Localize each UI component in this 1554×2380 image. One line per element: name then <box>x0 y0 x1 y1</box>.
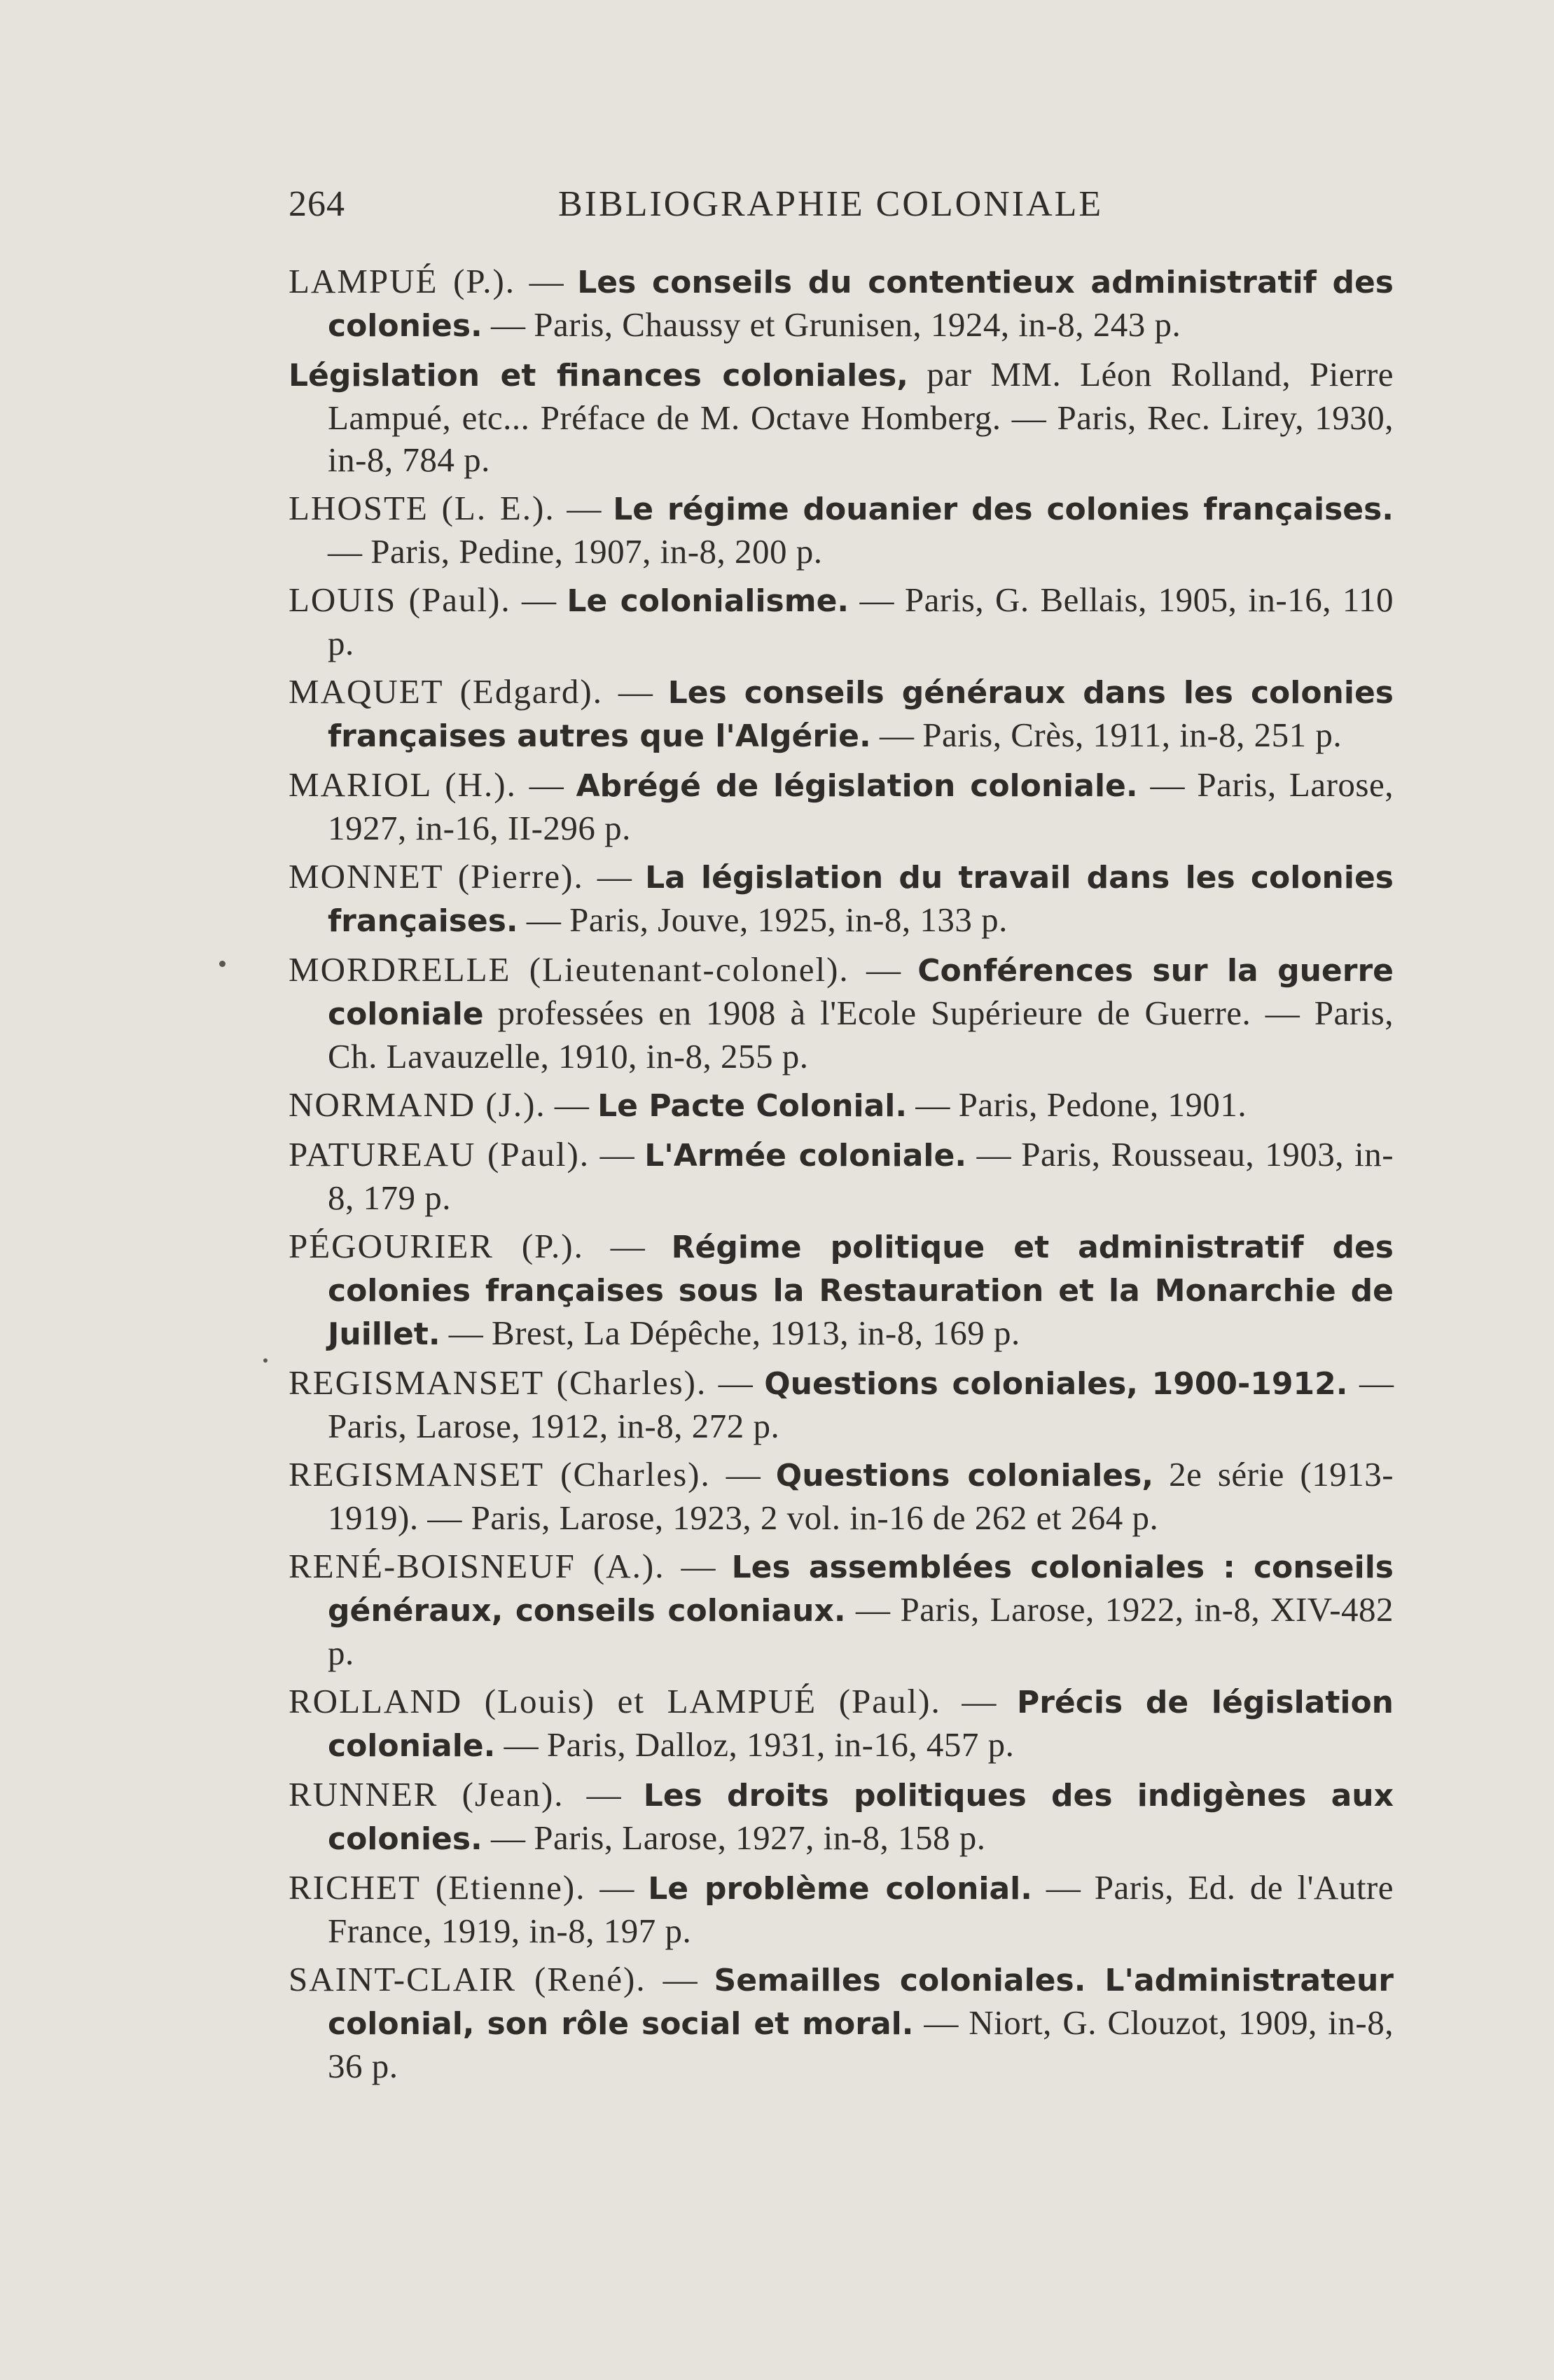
entry-author: LOUIS (Paul). <box>289 580 511 619</box>
entry-publication: Paris, Jouve, 1925, in-8, 133 p. <box>569 900 1008 939</box>
bibliography-entry: PATUREAU (Paul). — L'Armée coloniale. — Paris, Rousseau, 1903, in-8, 179 p. <box>289 1135 1394 1217</box>
entry-title: Le colonialisme. <box>567 583 849 619</box>
entry-publication: Paris, Crès, 1911, in-8, 251 p. <box>922 716 1343 754</box>
bibliography-entry: MAQUET (Edgard). — Les conseils généraux dans les colonies françaises autres que l'Algérie. — Paris, Crès, 1911, in-8, 251 p. <box>289 672 1394 754</box>
entry-title: Régime politique et administratif des colonies françaises sous la Restauration et la Monarchie de Juillet. <box>328 1230 1394 1352</box>
entry-title: Législation et finances coloniales, <box>289 358 908 394</box>
entry-title: Le Pacte Colonial. <box>597 1088 908 1124</box>
entry-publication: par MM. Léon Rolland, Pierre Lampué, etc... Préface de M. Octave Homberg. — Paris, Rec. Lirey, 1930, in-8, 784 p. <box>328 355 1394 479</box>
entry-author: NORMAND (J.). <box>289 1085 546 1124</box>
entry-publication: Paris, Larose, 1927, in-8, 158 p. <box>534 1818 986 1857</box>
entry-author: LAMPUÉ (P.). <box>289 262 516 300</box>
bibliography-entry: RUNNER (Jean). — Les droits politiques des indigènes aux colonies. — Paris, Larose, 1927, in-8, 158 p. <box>289 1775 1394 1857</box>
entry-author: SAINT-CLAIR (René). <box>289 1960 646 1998</box>
entry-title: Le problème colonial. <box>648 1871 1032 1907</box>
entry-author: RICHET (Etienne). <box>289 1868 586 1907</box>
entry-author: ROLLAND (Louis) et LAMPUÉ (Paul). <box>289 1682 941 1720</box>
entry-publication: Paris, Chaussy et Grunisen, 1924, in-8, 243 p. <box>534 305 1181 344</box>
entry-publication: Paris, Rousseau, 1903, in-8, 179 p. <box>328 1135 1394 1217</box>
bibliography-entry: SAINT-CLAIR (René). — Semailles coloniales. L'administrateur colonial, son rôle social et moral. — Niort, G. Clouzot, 1909, in-8, 36 p. <box>289 1960 1394 2085</box>
bibliography-entry: LOUIS (Paul). — Le colonialisme. — Paris, G. Bellais, 1905, in-16, 110 p. <box>289 580 1394 662</box>
entry-publication: Paris, G. Bellais, 1905, in-16, 110 p. <box>328 580 1394 662</box>
entry-publication: Brest, La Dépêche, 1913, in-8, 169 p. <box>492 1314 1020 1352</box>
entry-author: PÉGOURIER (P.). <box>289 1227 584 1265</box>
entry-title: Semailles coloniales. L'administrateur colonial, son rôle social et moral. <box>328 1963 1394 2042</box>
bibliography-list <box>289 260 1394 2094</box>
bibliography-entry: MARIOL (H.). — Abrégé de législation coloniale. — Paris, Larose, 1927, in-16, II-296 p. <box>289 765 1394 847</box>
entry-title: Questions coloniales, <box>775 1458 1154 1494</box>
entry-publication: Paris, Dalloz, 1931, in-16, 457 p. <box>546 1725 1015 1764</box>
entry-author: MONNET (Pierre). <box>289 857 584 896</box>
entry-author: MAQUET (Edgard). <box>289 672 603 711</box>
entry-publication: 2e série (1913-1919). — Paris, Larose, 1923, 2 vol. in-16 de 262 et 264 p. <box>328 1455 1394 1537</box>
entry-publication: Paris, Pedone, 1901. <box>958 1085 1247 1124</box>
entry-title: Abrégé de législation coloniale. <box>576 768 1138 804</box>
page-number: 264 <box>289 184 345 224</box>
entry-title: Questions coloniales, 1900-1912. <box>764 1366 1348 1402</box>
bibliography-entry: LAMPUÉ (P.). — Les conseils du contentieux administratif des colonies. — Paris, Chaussy et Grunisen, 1924, in-8, 243 p. <box>289 262 1394 344</box>
entry-publication: Paris, Ed. de l'Autre France, 1919, in-8, 197 p. <box>328 1868 1394 1950</box>
entry-publication: Paris, Pedine, 1907, in-8, 200 p. <box>370 532 823 571</box>
entry-title: La législation du travail dans les colonies françaises. <box>328 860 1394 939</box>
entry-author: RENÉ-BOISNEUF (A.). <box>289 1547 665 1585</box>
print-speck <box>263 1358 268 1363</box>
page-header <box>289 183 1409 232</box>
entry-title: Conférences sur la guerre coloniale <box>328 953 1394 1032</box>
entry-title: L'Armée coloniale. <box>644 1138 967 1174</box>
entry-title: Les conseils généraux dans les colonies françaises autres que l'Algérie. <box>328 675 1394 754</box>
bibliography-entry: RENÉ-BOISNEUF (A.). — Les assemblées coloniales : conseils généraux, conseils coloniaux. — Paris, Larose, 1922, in-8, XIV-482 p. <box>289 1547 1394 1672</box>
bibliography-entry: MONNET (Pierre). — La législation du travail dans les colonies françaises. — Paris, Jouve, 1925, in-8, 133 p. <box>289 857 1394 939</box>
entry-publication: professées en 1908 à l'Ecole Supérieure de Guerre. — Paris, Ch. Lavauzelle, 1910, in-8, 255 p. <box>328 994 1394 1076</box>
bibliography-entry: ROLLAND (Louis) et LAMPUÉ (Paul). — Précis de législation coloniale. — Paris, Dalloz, 1931, in-16, 457 p. <box>289 1682 1394 1764</box>
bibliography-entry: MORDRELLE (Lieutenant-colonel). — Conférences sur la guerre coloniale professées en 1908 à l'Ecole Supérieure de Guerre. — Paris, Ch. Lavauzelle, 1910, in-8, 255 p. <box>289 950 1394 1076</box>
bibliography-entry: REGISMANSET (Charles). — Questions coloniales, 1900-1912. — Paris, Larose, 1912, in-8, 272 p. <box>289 1363 1394 1445</box>
bibliography-entry: LHOSTE (L. E.). — Le régime douanier des colonies françaises. — Paris, Pedine, 1907, in-8, 200 p. <box>289 489 1394 571</box>
entry-title: Le régime douanier des colonies françaises. <box>613 492 1394 527</box>
bibliography-entry: PÉGOURIER (P.). — Régime politique et administratif des colonies françaises sous la Restauration et la Monarchie de Juillet. — Brest, La Dépêche, 1913, in-8, 169 p. <box>289 1227 1394 1352</box>
entry-publication: Paris, Larose, 1912, in-8, 272 p. <box>328 1407 780 1445</box>
entry-publication: Niort, G. Clouzot, 1909, in-8, 36 p. <box>328 2003 1394 2085</box>
bibliography-entry: RICHET (Etienne). — Le problème colonial. — Paris, Ed. de l'Autre France, 1919, in-8, 197 p. <box>289 1868 1394 1950</box>
entry-title: Les droits politiques des indigènes aux colonies. <box>328 1778 1394 1857</box>
running-head: BIBLIOGRAPHIE COLONIALE <box>558 184 1104 224</box>
entry-author: MARIOL (H.). <box>289 765 517 804</box>
entry-author: LHOSTE (L. E.). <box>289 489 555 527</box>
print-speck <box>219 961 226 967</box>
entry-title: Les assemblées coloniales : conseils généraux, conseils coloniaux. <box>328 1550 1394 1629</box>
bibliography-entry: NORMAND (J.). — Le Pacte Colonial. — Paris, Pedone, 1901. <box>289 1085 1247 1124</box>
entry-author: REGISMANSET (Charles). <box>289 1455 711 1494</box>
entry-title: Les conseils du contentieux administratif des colonies. <box>328 265 1394 344</box>
entry-author: RUNNER (Jean). <box>289 1775 564 1814</box>
entry-author: REGISMANSET (Charles). <box>289 1363 707 1402</box>
bibliography-entry: REGISMANSET (Charles). — Questions coloniales, 2e série (1913-1919). — Paris, Larose, 1923, 2 vol. in-16 de 262 et 264 p. <box>289 1455 1394 1537</box>
entry-author: MORDRELLE (Lieutenant-colonel). <box>289 950 849 989</box>
entry-author: PATUREAU (Paul). <box>289 1135 590 1174</box>
entry-title: Précis de législation coloniale. <box>328 1685 1394 1764</box>
entry-publication: Paris, Larose, 1922, in-8, XIV-482 p. <box>328 1590 1394 1672</box>
bibliography-entry <box>289 354 1394 481</box>
entry-publication: Paris, Larose, 1927, in-16, II-296 p. <box>328 765 1394 847</box>
